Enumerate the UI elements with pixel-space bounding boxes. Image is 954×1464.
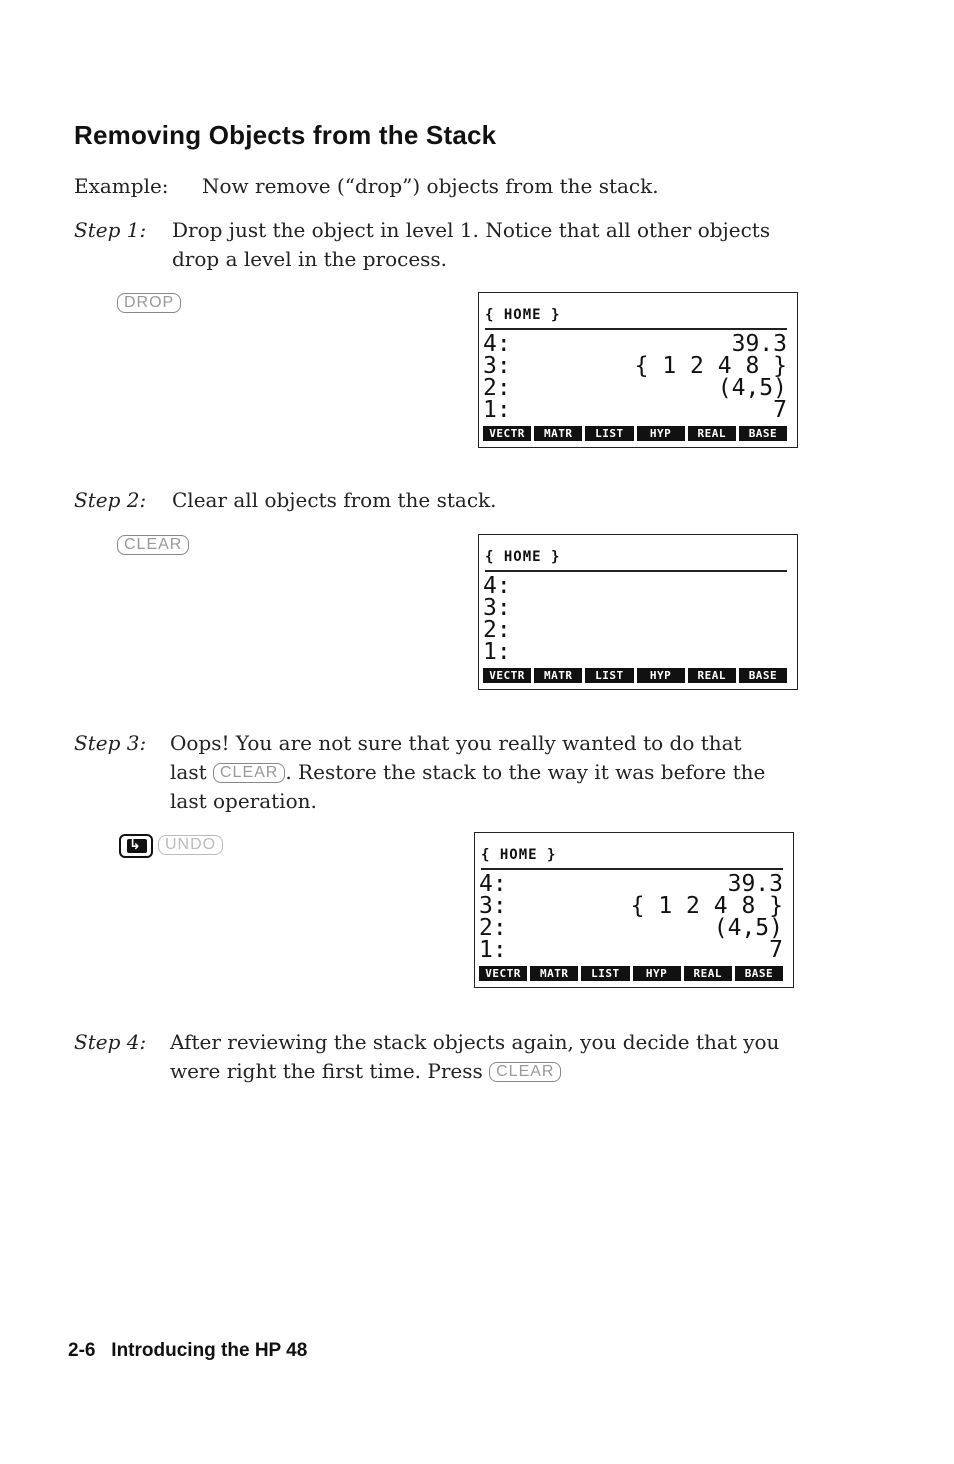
right-shift-key <box>119 834 153 858</box>
example-row <box>74 172 874 202</box>
menu-matr: MATR <box>530 966 578 981</box>
section-heading: Removing Objects from the Stack <box>74 120 497 150</box>
menu-list: LIST <box>581 966 629 981</box>
menu-vectr: VECTR <box>483 426 531 441</box>
step-3-line-1: Oops! You are not sure that you really wanted to do that <box>170 731 742 755</box>
clear-key: CLEAR <box>117 535 189 555</box>
page-footer: 2-6 Introducing the HP 48 <box>68 1340 308 1361</box>
screen-1-header-rule <box>485 328 787 330</box>
step-1 <box>74 216 874 276</box>
menu-matr: MATR <box>534 668 582 683</box>
example-text: Now remove (“drop”) objects from the stack. <box>202 174 659 198</box>
menu-vectr: VECTR <box>483 668 531 683</box>
screen-1-level-3: 3: <box>483 353 511 379</box>
screen-1-header: { HOME } <box>485 307 561 323</box>
right-shift-arrow-icon: ↳ <box>129 837 141 853</box>
step-3-line-2 <box>170 758 765 786</box>
menu-vectr: VECTR <box>479 966 527 981</box>
menu-hyp: HYP <box>637 426 685 441</box>
step-4-line-2 <box>170 1057 561 1085</box>
screen-1-level-1: 1: <box>483 397 511 423</box>
screen-2-header: { HOME } <box>485 549 561 565</box>
step-4-label: Step 4: <box>74 1030 147 1054</box>
clear-key-inline: CLEAR <box>489 1062 561 1082</box>
step-1-line-2: drop a level in the process. <box>172 247 448 271</box>
screen-3-value-4: 39.3 <box>727 871 783 897</box>
step-4-line-2-pre: were right the first time. Press <box>170 1059 483 1083</box>
screen-2-level-2: 2: <box>483 617 511 643</box>
clear-key-inline: CLEAR <box>213 763 285 783</box>
step-3-line-3: last operation. <box>170 789 317 813</box>
example-label: Example: <box>74 174 169 198</box>
step-2-line-1: Clear all objects from the stack. <box>172 488 497 512</box>
screen-2-level-4: 4: <box>483 573 511 599</box>
screen-3-value-1: 7 <box>769 937 783 963</box>
menu-matr: MATR <box>534 426 582 441</box>
calculator-screen-2 <box>478 534 798 690</box>
menu-real: REAL <box>688 426 736 441</box>
screen-1-level-4: 4: <box>483 331 511 357</box>
screen-3-menu <box>479 966 783 981</box>
menu-real: REAL <box>684 966 732 981</box>
calculator-screen-3 <box>474 832 794 988</box>
screen-1-value-1: 7 <box>773 397 787 423</box>
screen-3-level-2: 2: <box>479 915 507 941</box>
step-1-label: Step 1: <box>74 218 147 242</box>
drop-key: DROP <box>117 293 181 313</box>
step-3-line-2-post: . Restore the stack to the way it was before the <box>285 760 766 784</box>
undo-key: UNDO <box>158 835 223 855</box>
step-3-label: Step 3: <box>74 731 147 755</box>
screen-2-menu <box>483 668 787 683</box>
screen-1-value-3: { 1 2 4 8 } <box>634 353 787 379</box>
menu-list: LIST <box>585 668 633 683</box>
screen-3-header: { HOME } <box>481 847 557 863</box>
step-4 <box>74 1028 874 1088</box>
step-2 <box>74 486 874 516</box>
step-3-line-2-pre: last <box>170 760 207 784</box>
screen-2-header-rule <box>485 570 787 572</box>
screen-1-value-2: (4,5) <box>717 375 787 401</box>
screen-1-level-2: 2: <box>483 375 511 401</box>
screen-3-level-1: 1: <box>479 937 507 963</box>
menu-base: BASE <box>739 668 787 683</box>
screen-3-header-rule <box>481 868 783 870</box>
menu-list: LIST <box>585 426 633 441</box>
screen-1-menu <box>483 426 787 441</box>
step-2-label: Step 2: <box>74 488 147 512</box>
screen-3-level-4: 4: <box>479 871 507 897</box>
step-3 <box>74 729 874 819</box>
screen-1-value-4: 39.3 <box>731 331 787 357</box>
menu-real: REAL <box>688 668 736 683</box>
screen-2-level-1: 1: <box>483 639 511 665</box>
menu-hyp: HYP <box>637 668 685 683</box>
step-4-line-1: After reviewing the stack objects again, you decide that you <box>170 1030 780 1054</box>
calculator-screen-1 <box>478 292 798 448</box>
menu-hyp: HYP <box>633 966 681 981</box>
screen-2-level-3: 3: <box>483 595 511 621</box>
menu-base: BASE <box>739 426 787 441</box>
screen-3-value-3: { 1 2 4 8 } <box>630 893 783 919</box>
step-1-line-1: Drop just the object in level 1. Notice that all other objects <box>172 218 771 242</box>
screen-3-value-2: (4,5) <box>713 915 783 941</box>
menu-base: BASE <box>735 966 783 981</box>
screen-3-level-3: 3: <box>479 893 507 919</box>
